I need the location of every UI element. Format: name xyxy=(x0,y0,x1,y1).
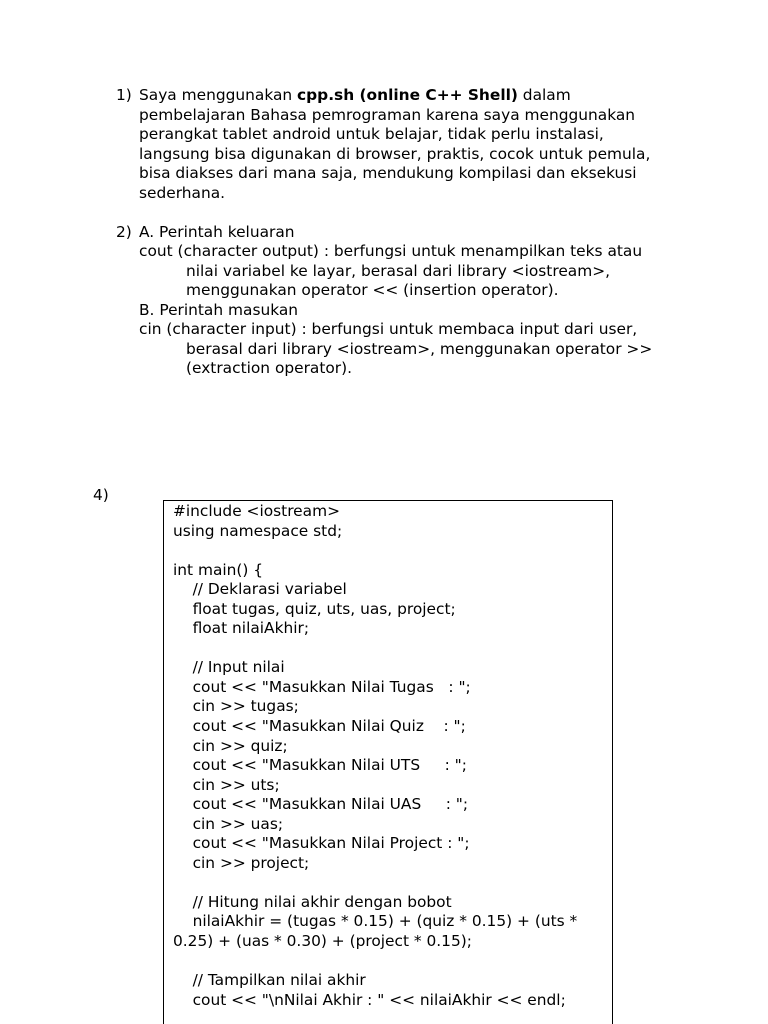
code-line: cout << "Masukkan Nilai Project : "; xyxy=(173,834,470,853)
answer-1-intro-text: Saya menggunakan xyxy=(139,86,298,104)
code-line xyxy=(173,952,612,972)
output-command-description-line: cout (character output) : berfungsi untuk menampilkan teks atau xyxy=(139,242,643,261)
code-line: float tugas, quiz, uts, uas, project; xyxy=(173,599,456,618)
input-command-description-line: cin (character input) : berfungsi untuk membaca input dari user, xyxy=(139,320,638,339)
answer-2-number: 2) xyxy=(116,222,132,241)
output-command-description-line: menggunakan operator << (insertion operator). xyxy=(186,281,559,300)
code-line xyxy=(173,873,612,893)
code-line: cin >> uts; xyxy=(173,775,280,794)
code-block xyxy=(163,500,613,1024)
answer-1-intro-tail: dalam xyxy=(517,86,571,104)
answer-1-text-line: sederhana. xyxy=(139,183,226,202)
code-line xyxy=(173,639,612,659)
code-line xyxy=(173,541,612,561)
answer-2-text xyxy=(139,223,652,379)
output-command-heading: A. Perintah keluaran xyxy=(139,222,295,241)
code-line: cin >> tugas; xyxy=(173,697,299,716)
code-line: using namespace std; xyxy=(173,521,343,540)
tool-name-bold: cpp.sh (online C++ Shell) xyxy=(297,86,518,104)
code-line: cout << "\nNilai Akhir : " << nilaiAkhir << endl; xyxy=(173,990,566,1009)
code-line: // Tampilkan nilai akhir xyxy=(173,971,366,990)
answer-1-number: 1) xyxy=(116,86,132,104)
code-line: cin >> project; xyxy=(173,853,310,872)
input-command-description-line: berasal dari library <iostream>, menggunakan operator >> xyxy=(186,339,653,358)
answer-1-text xyxy=(139,86,650,203)
code-line: // Input nilai xyxy=(173,658,285,677)
code-line: nilaiAkhir = (tugas * 0.15) + (quiz * 0.15) + (uts * xyxy=(173,912,578,931)
answer-1-text-line: langsung bisa digunakan di browser, praktis, cocok untuk pemula, xyxy=(139,144,651,163)
code-line: cout << "Masukkan Nilai Tugas : "; xyxy=(173,677,471,696)
output-command-description-line: nilai variabel ke layar, berasal dari library <iostream>, xyxy=(186,261,611,280)
code-line: 0.25) + (uas * 0.30) + (project * 0.15); xyxy=(173,932,472,951)
code-line: cout << "Masukkan Nilai Quiz : "; xyxy=(173,717,466,736)
code-line: float nilaiAkhir; xyxy=(173,619,310,638)
code-line: cout << "Masukkan Nilai UAS : "; xyxy=(173,795,469,814)
code-line: int main() { xyxy=(173,560,264,579)
answer-1-text-line: perangkat tablet android untuk belajar, tidak perlu instalasi, xyxy=(139,125,604,144)
input-command-description-line: (extraction operator). xyxy=(186,359,353,378)
code-line: // Deklarasi variabel xyxy=(173,580,347,599)
answer-1-text-line xyxy=(139,86,650,106)
answer-1-text-line: bisa diakses dari mana saja, mendukung kompilasi dan eksekusi xyxy=(139,164,637,183)
code-line: cout << "Masukkan Nilai UTS : "; xyxy=(173,756,467,775)
code-line: cin >> uas; xyxy=(173,814,284,833)
code-line: #include <iostream> xyxy=(173,502,340,520)
input-command-heading: B. Perintah masukan xyxy=(139,300,299,319)
code-line: cin >> quiz; xyxy=(173,736,288,755)
code-line: // Hitung nilai akhir dengan bobot xyxy=(173,892,452,911)
answer-1-text-line: pembelajaran Bahasa pemrograman karena saya menggunakan xyxy=(139,105,636,124)
answer-4-number: 4) xyxy=(93,486,109,504)
